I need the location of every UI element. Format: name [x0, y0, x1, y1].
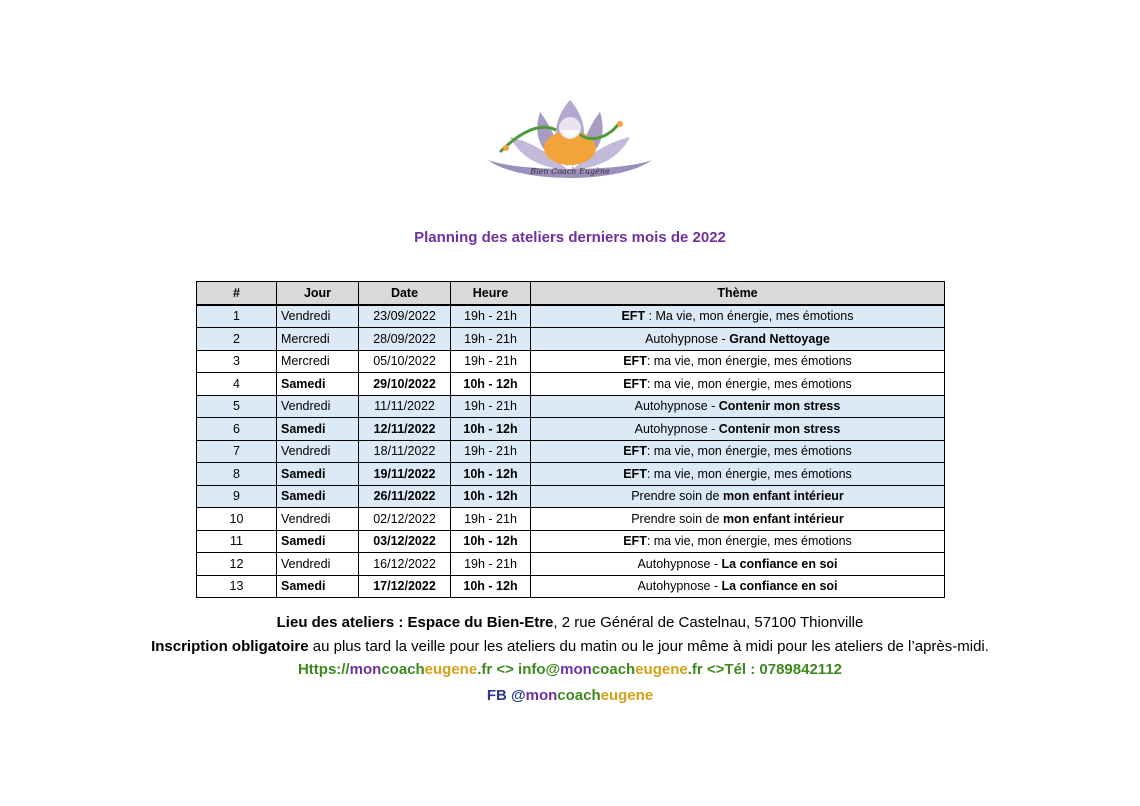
cell-number: 13: [197, 575, 277, 598]
cell-theme: Autohypnose - Grand Nettoyage: [531, 328, 945, 351]
cell-jour: Vendredi: [277, 508, 359, 531]
column-header-jour: Jour: [277, 282, 359, 305]
column-header-number: #: [197, 282, 277, 305]
cell-date: 18/11/2022: [359, 440, 451, 463]
cell-jour: Samedi: [277, 485, 359, 508]
table-row: [197, 463, 945, 486]
cell-jour: Samedi: [277, 463, 359, 486]
cell-date: 23/09/2022: [359, 305, 451, 328]
table-row: [197, 530, 945, 553]
cell-heure: 19h - 21h: [451, 350, 531, 373]
cell-theme: EFT: ma vie, mon énergie, mes émotions: [531, 530, 945, 553]
cell-jour: Vendredi: [277, 395, 359, 418]
table-row: [197, 418, 945, 441]
cell-number: 1: [197, 305, 277, 328]
cell-number: 2: [197, 328, 277, 351]
table-header-row: [197, 282, 945, 305]
cell-date: 17/12/2022: [359, 575, 451, 598]
table-row: [197, 350, 945, 373]
inscription-label: Inscription obligatoire: [151, 638, 309, 655]
table-row: [197, 395, 945, 418]
cell-number: 8: [197, 463, 277, 486]
cell-jour: Samedi: [277, 418, 359, 441]
cell-number: 3: [197, 350, 277, 373]
cell-jour: Vendredi: [277, 305, 359, 328]
table-row: [197, 440, 945, 463]
cell-heure: 19h - 21h: [451, 508, 531, 531]
cell-number: 9: [197, 485, 277, 508]
table-row: [197, 508, 945, 531]
website-link[interactable]: Https://moncoacheugene.fr <>: [297, 661, 519, 678]
cell-jour: Samedi: [277, 530, 359, 553]
cell-heure: 10h - 12h: [451, 485, 531, 508]
page-title: Planning des ateliers derniers mois de 2022: [414, 229, 726, 246]
cell-number: 6: [197, 418, 277, 441]
cell-jour: Mercredi: [277, 350, 359, 373]
cell-date: 16/12/2022: [359, 553, 451, 576]
footer-inscription: [0, 638, 1140, 655]
cell-heure: 19h - 21h: [451, 553, 531, 576]
cell-date: 29/10/2022: [359, 373, 451, 396]
cell-number: 5: [197, 395, 277, 418]
cell-jour: Mercredi: [277, 328, 359, 351]
table-row: [197, 485, 945, 508]
column-header-theme: Thème: [531, 282, 945, 305]
cell-theme: Autohypnose - Contenir mon stress: [531, 418, 945, 441]
cell-theme: EFT : Ma vie, mon énergie, mes émotions: [531, 305, 945, 328]
footer-facebook[interactable]: FB @moncoacheugene: [486, 687, 654, 704]
cell-date: 05/10/2022: [359, 350, 451, 373]
cell-heure: 19h - 21h: [451, 305, 531, 328]
cell-theme: Autohypnose - La confiance en soi: [531, 553, 945, 576]
column-header-date: Date: [359, 282, 451, 305]
planning-table: [196, 281, 945, 598]
lotus-coach-illustration: [480, 92, 660, 192]
cell-date: 19/11/2022: [359, 463, 451, 486]
cell-date: 28/09/2022: [359, 328, 451, 351]
cell-theme: Autohypnose - Contenir mon stress: [531, 395, 945, 418]
cell-number: 11: [197, 530, 277, 553]
cell-theme: EFT: ma vie, mon énergie, mes émotions: [531, 373, 945, 396]
cell-heure: 10h - 12h: [451, 530, 531, 553]
cell-theme: Prendre soin de mon enfant intérieur: [531, 508, 945, 531]
cell-heure: 10h - 12h: [451, 373, 531, 396]
cell-number: 4: [197, 373, 277, 396]
cell-date: 02/12/2022: [359, 508, 451, 531]
logo-text: Bien Coach Eugène: [530, 167, 610, 176]
table-row: [197, 305, 945, 328]
cell-theme: EFT: ma vie, mon énergie, mes émotions: [531, 440, 945, 463]
table-row: [197, 575, 945, 598]
inscription-text: au plus tard la veille pour les ateliers du matin ou le jour même à midi pour les ateliers de l’après-midi.: [308, 638, 989, 655]
cell-jour: Vendredi: [277, 440, 359, 463]
footer-contacts: [0, 661, 1140, 678]
cell-date: 26/11/2022: [359, 485, 451, 508]
column-header-heure: Heure: [451, 282, 531, 305]
cell-heure: 10h - 12h: [451, 575, 531, 598]
logo: [480, 92, 660, 192]
cell-heure: 19h - 21h: [451, 440, 531, 463]
table-row: [197, 373, 945, 396]
cell-theme: EFT: ma vie, mon énergie, mes émotions: [531, 350, 945, 373]
cell-number: 10: [197, 508, 277, 531]
table-body: [197, 305, 945, 598]
cell-jour: Samedi: [277, 575, 359, 598]
cell-theme: EFT: ma vie, mon énergie, mes émotions: [531, 463, 945, 486]
footer-lieu: [0, 614, 1140, 631]
cell-heure: 10h - 12h: [451, 418, 531, 441]
lieu-label: Lieu des ateliers : Espace du Bien-Etre: [276, 614, 554, 631]
cell-number: 7: [197, 440, 277, 463]
table-row: [197, 553, 945, 576]
cell-date: 03/12/2022: [359, 530, 451, 553]
cell-jour: Vendredi: [277, 553, 359, 576]
cell-theme: Autohypnose - La confiance en soi: [531, 575, 945, 598]
cell-date: 12/11/2022: [359, 418, 451, 441]
cell-theme: Prendre soin de mon enfant intérieur: [531, 485, 945, 508]
lieu-address: , 2 rue Général de Castelnau, 57100 Thionville: [553, 614, 864, 631]
cell-jour: Samedi: [277, 373, 359, 396]
cell-heure: 19h - 21h: [451, 328, 531, 351]
cell-date: 11/11/2022: [359, 395, 451, 418]
cell-number: 12: [197, 553, 277, 576]
table-row: [197, 328, 945, 351]
cell-heure: 19h - 21h: [451, 395, 531, 418]
email-link[interactable]: info@moncoacheugene.fr <>Tél : 0789842112: [518, 661, 843, 678]
cell-heure: 10h - 12h: [451, 463, 531, 486]
